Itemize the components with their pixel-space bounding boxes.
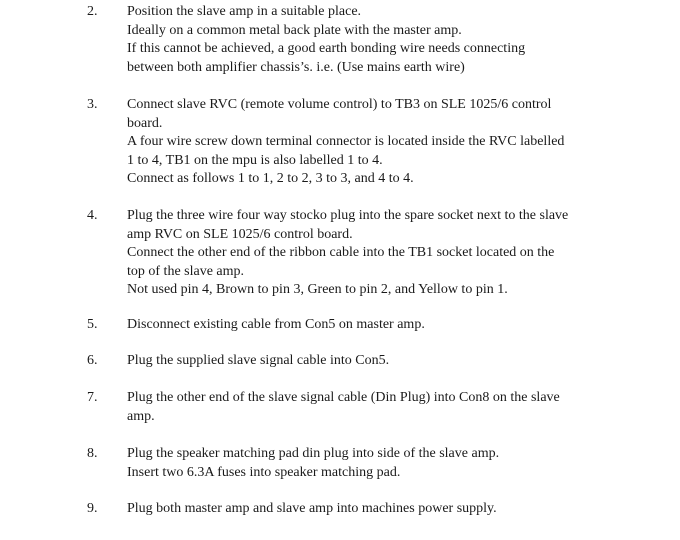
step-line: board. (127, 115, 163, 131)
step-text (127, 352, 657, 371)
step-line: Plug both master amp and slave amp into machines power supply. (127, 501, 497, 516)
step-line: between both amplifier chassis’s. i.e. (Use mains earth wire) (127, 59, 465, 75)
step-number: 5. (87, 317, 98, 332)
step-text (127, 3, 657, 77)
step-text (127, 207, 657, 300)
step-line: Insert two 6.3A fuses into speaker matching pad. (127, 464, 401, 480)
step-line: Plug the supplied slave signal cable into Con5. (127, 353, 390, 368)
step-line: top of the slave amp. (127, 263, 245, 279)
step-number: 3. (87, 97, 98, 112)
step-number: 2. (87, 4, 98, 19)
step-line: A four wire screw down terminal connector is located inside the RVC labelled (127, 134, 565, 149)
step-line: 1 to 4, TB1 on the mpu is also labelled 1 to 4. (127, 152, 383, 168)
step-number: 4. (87, 208, 98, 223)
step-text (127, 445, 657, 482)
step-line: Connect slave RVC (remote volume control) to TB3 on SLE 1025/6 control (127, 97, 552, 112)
step-line: Plug the three wire four way stocko plug into the spare socket next to the slave (127, 208, 569, 223)
step-line: Ideally on a common metal back plate with the master amp. (127, 22, 462, 38)
step-line: Plug the speaker matching pad din plug into side of the slave amp. (127, 446, 500, 461)
step-line: amp. (127, 408, 155, 424)
step-number: 8. (87, 446, 98, 461)
step-number: 9. (87, 501, 98, 516)
step-text (127, 96, 657, 189)
step-line: Disconnect existing cable from Con5 on master amp. (127, 317, 425, 332)
step-line: Not used pin 4, Brown to pin 3, Green to pin 2, and Yellow to pin 1. (127, 282, 508, 297)
step-text (127, 389, 657, 426)
step-line: Plug the other end of the slave signal cable (Din Plug) into Con8 on the slave (127, 390, 560, 405)
step-number: 7. (87, 390, 98, 405)
step-text (127, 316, 657, 335)
step-line: If this cannot be achieved, a good earth bonding wire needs connecting (127, 41, 526, 56)
step-text (127, 500, 657, 519)
step-line: Connect as follows 1 to 1, 2 to 2, 3 to 3, and 4 to 4. (127, 171, 414, 186)
step-line: Position the slave amp in a suitable place. (127, 4, 362, 19)
step-number: 6. (87, 353, 98, 368)
step-line: amp RVC on SLE 1025/6 control board. (127, 226, 353, 242)
step-line: Connect the other end of the ribbon cable into the TB1 socket located on the (127, 245, 555, 260)
